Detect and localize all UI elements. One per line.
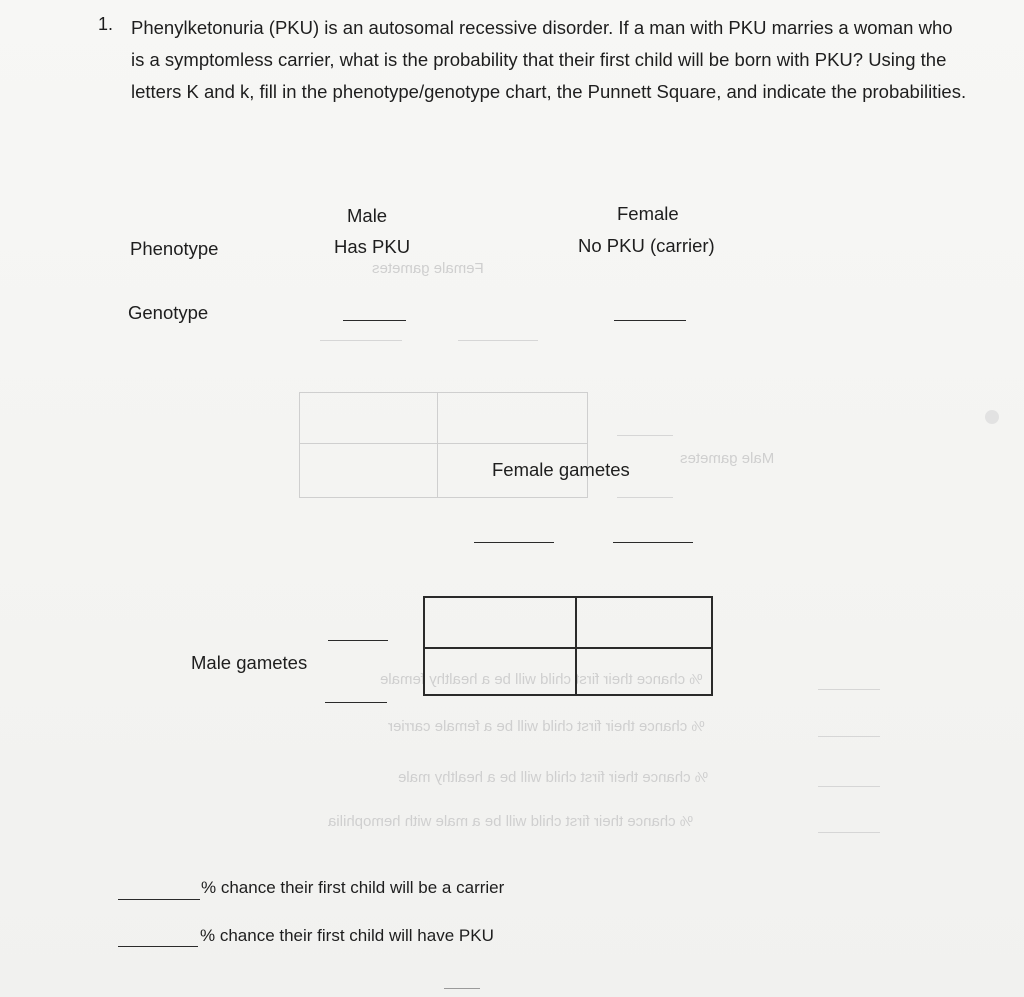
bleedthrough-line: [320, 340, 402, 341]
pku-probability-blank[interactable]: [118, 946, 198, 947]
female-genotype-blank[interactable]: [614, 320, 686, 321]
bleedthrough-line: [617, 497, 673, 498]
female-gamete-1-blank[interactable]: [474, 542, 554, 543]
bleedthrough-line: [818, 689, 880, 690]
bleedthrough-text: % chance their first child will be a healthy female: [380, 671, 703, 688]
paper-smudge: [985, 410, 999, 424]
female-phenotype: No PKU (carrier): [578, 235, 715, 256]
bleedthrough-line: [818, 736, 880, 737]
bleedthrough-text: % chance their first child will be a healthy male: [398, 769, 709, 786]
bleedthrough-text: Female gametes: [372, 260, 484, 277]
pku-probability-label: % chance their first child will have PKU: [200, 926, 494, 945]
female-header: Female: [617, 203, 679, 224]
bleedthrough-table: [299, 392, 588, 498]
question-text: Phenylketonuria (PKU) is an autosomal recessive disorder. If a man with PKU marries a woman who is a symptomless carrier, what is the probability that their first child will be born with PKU? Using the letters K and k, fill in the phenotype/genotype chart, the Punnett Square, and indicate the probabilities.: [131, 17, 967, 102]
bleedthrough-text: % chance their first child will be a male with hemophilia: [328, 813, 694, 830]
question-number: 1.: [98, 14, 114, 34]
female-gamete-2-blank[interactable]: [613, 542, 693, 543]
bleedthrough-line: [458, 340, 538, 341]
bleedthrough-line: [818, 832, 880, 833]
male-gamete-1-blank[interactable]: [328, 640, 388, 641]
bleedthrough-line: [617, 435, 673, 436]
bleedthrough-text: Male gametes: [680, 450, 775, 467]
male-phenotype: Has PKU: [334, 236, 411, 257]
male-genotype-blank[interactable]: [343, 320, 406, 321]
carrier-probability-label: % chance their first child will be a carrier: [201, 878, 505, 897]
punnett-square: [423, 596, 713, 696]
punnett-cell-top-right[interactable]: [577, 598, 711, 647]
female-gametes-label: Female gametes: [492, 459, 630, 480]
bleedthrough-text: % chance their first child will be a female carrier: [388, 718, 705, 735]
bleedthrough-line: [818, 786, 880, 787]
punnett-cell-top-left[interactable]: [425, 598, 575, 647]
male-gametes-label: Male gametes: [191, 652, 308, 673]
male-header: Male: [347, 205, 388, 226]
genotype-label: Genotype: [128, 302, 209, 323]
male-gamete-2-blank[interactable]: [325, 702, 387, 703]
punnett-cell-bottom-left[interactable]: [425, 649, 575, 694]
carrier-probability-blank[interactable]: [118, 899, 200, 900]
punnett-cell-bottom-right[interactable]: [577, 649, 711, 694]
stray-mark: [444, 988, 480, 989]
phenotype-label: Phenotype: [130, 238, 219, 259]
